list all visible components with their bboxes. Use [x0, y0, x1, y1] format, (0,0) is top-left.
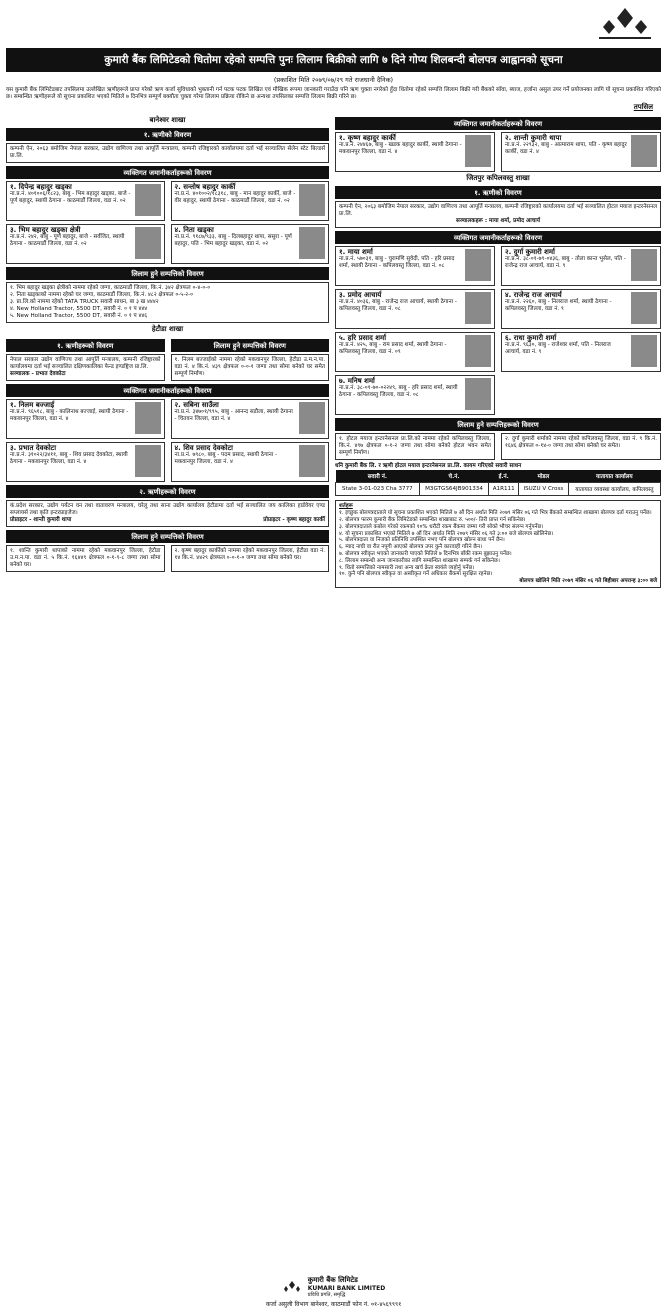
borrower-desc: नेपाल सरकार उद्योग वाणिज्य तथा आपूर्ति मन्त्रालय, कम्पनी रजिष्ट्रारको कार्यालयमा दर्ता भई सञ्चालित दक्षिणकालिका फेन्ड इण्डष्ट्रिज प्रा.लि.	[10, 357, 161, 371]
vehicle-caption: धनि कुमारी बैंक लि. र ऋणी होटल मयाज इन्टरनेसनल प्रा.लि. कायम गरिएको सवारी साधन	[335, 463, 522, 470]
borrower-text: कम्पनी ऐन, २०६३ बमोजिम नेपाल सरकार, उद्योग वाणिज्य तथा आपूर्ति मन्त्रालय, कम्पनी रजिष्ट्रारको कार्यालयमा दर्ता भई सञ्चालित सेलेन स्टेट बिल्डर्स प्रा.लि.	[6, 143, 329, 163]
photo	[135, 184, 161, 216]
auction-heading: लिलाम हुने सम्पत्तिहरूको विवरण	[335, 418, 661, 431]
guarantor-name: २. शान्ती कुमारी थापा	[505, 134, 562, 143]
list-item: ३. प्रा.लि.को नाममा रहेको TATA TRUCK सवारी साधन, बा ३ ख ४४४२	[10, 299, 159, 306]
branch-heading: बानेश्वर शाखा	[149, 116, 186, 125]
guarantor-card	[501, 246, 661, 286]
photo	[465, 249, 491, 281]
guarantor-card	[335, 289, 495, 329]
terms-footer: बोलपत्र खोलिने मिति २०७९ मंसिर ०६ गते बिहीबार अपरान्ह ३:०० बजे	[519, 578, 657, 585]
guarantor-list	[6, 181, 329, 264]
borrower-text	[6, 354, 165, 381]
tagline: प्रविधि प्रगति, समृद्धि	[307, 1292, 346, 1298]
guarantor-card	[6, 224, 165, 264]
guarantor-card	[501, 132, 661, 172]
guarantor-detail: ना.प्र.नं. ३४७०१/९९५, बाबु - आनन्द सडौला, स्थायी ठेगाना - चितवन जिल्ला, वडा नं. ४	[174, 409, 293, 423]
guarantor-detail: ना.प्र.नं. २२६०, बाबु - निलराज शर्मा, स्थायी ठेगाना - कपिलवस्तु जिल्ला, वडा नं. ९	[505, 299, 612, 313]
guarantor-card	[501, 289, 661, 329]
list-item: १. भिम बहादुर खड्का क्षेत्रीको नाममा रहेको जग्गा, काठमाडौं जिल्ला, कि.नं. ३४२ क्षेत्रफल ०-४-०-०	[10, 285, 211, 292]
guarantor-detail: ना.प्र.नं. २४२, बाबु - पूर्ण बहादुर, बाजे - सर्वजित, स्थायी ठेगाना - काठमाडौं जिल्ला, वडा नं. ०२	[10, 234, 125, 248]
list-item: ८. लिलाम सम्बन्धी अन्य जानकारीका लागि सम्बन्धित शाखामा सम्पर्क गर्न सकिनेछ।	[339, 557, 500, 564]
photo	[135, 445, 161, 477]
guarantor-detail: ना.प्र.नं. ४०३६, बाबु - राजेन्द्र राज आचार्य, स्थायी ठेगाना - कपिलवस्तु जिल्ला, वडा नं. ०८	[339, 299, 457, 313]
list-item: २. दुर्गा कुमारी शर्माको नाममा रहेको कपिलवस्तु जिल्ला, वडा नं. ९ कि.नं. १६४६ क्षेत्रफल ०-१४-० जग्गा तथा सोमा बनेको घर समेत।	[501, 433, 661, 460]
photo	[631, 335, 657, 367]
guarantor-detail: ना.प्र.नं. ४०१००६/१८२३, बाबु - भिम बहादुर खड्का, बाजे - पूर्ण बहादुर, स्थायी ठेगाना - काठमाडौं जिल्ला, वडा नं. ०२	[10, 191, 131, 205]
guarantor-card	[501, 332, 661, 372]
guarantor-heading: व्यक्तिगत जमानीकर्ताहरूको विवरण	[335, 117, 661, 130]
terms-box	[335, 500, 661, 588]
auction-heading: लिलाम हुने सम्पत्तिको विवरण	[6, 267, 329, 280]
guarantor-card	[6, 181, 165, 221]
guarantor-name: ६. राधा कुमारी शर्मा	[505, 334, 557, 343]
photo	[135, 227, 161, 259]
table-cell: यातायात व्यवस्था कार्यालय, कपिलवस्तु	[568, 483, 660, 496]
list-item: २. बोलपत्र फारम कुमारी बैंक लिमिटेडको सम्बन्धित शाखाबाट रु. ५००/- तिरी प्राप्त गर्न सकिनेछ।	[339, 517, 526, 523]
guarantor-card	[171, 399, 330, 439]
table-cell: A1R111	[489, 483, 519, 496]
publish-date: (प्रकाशित मिति २०७९/०७/२९ गते राजधानी दैनिक)	[273, 76, 394, 84]
guarantor-detail: ना.प्र.नं. ४०१००२/१८३१८, बाबु - मान बहादुर कार्की, बाजे - वीर बहादुर, स्थायी ठेगाना - काठमाडौं जिल्ला, वडा नं. ०२	[174, 191, 296, 205]
guarantor-name: १. दिपेन्द्र बहादुर खड्का	[10, 183, 72, 192]
guarantor-name: ४. शिव प्रसाद देवकोटा	[174, 444, 233, 453]
guarantor-name: ४. निता खड्का	[174, 226, 214, 235]
auction-list	[6, 282, 329, 323]
header	[6, 4, 661, 46]
table-cell: State 3-01-023 Cha 3777	[336, 483, 420, 496]
guarantor-card	[335, 132, 495, 172]
guarantor-card	[335, 332, 495, 372]
list-item: १. इच्छुक बोलपत्रदाताले यो सूचना प्रकाशित भएको मितिले ७ औं दिन अर्थात मिति २०७९ मंसिर ०६ गते भित्र बैंकको सम्बन्धित शाखामा बोलपत्र दर्ता गराउनु पर्नेछ।	[339, 510, 652, 517]
column-header: ई.नं.	[489, 470, 519, 483]
guarantor-heading: व्यक्तिगत जमानीकर्ताहरूको विवरण	[6, 166, 329, 179]
guarantor-card	[6, 442, 165, 482]
bank-logo-icon	[593, 6, 657, 42]
auction-heading: लिलाम हुने सम्पत्तिको विवरण	[6, 530, 329, 543]
guarantor-detail: ना.प्र.नं. ९१८७/९३३, बाबु - दिलबहादुर थापा, ससुरा - पूर्ण बहादुर, पति - भिम बहादुर खड्का, वडा नं. ०२	[174, 234, 292, 248]
list-item: ३. बोलपत्रदाताले कबोल गरेको रकमको १०% धरौटी रकम बैंकमा जम्मा गरी सोको भौचर संलग्न गर्नुपर्नेछ।	[339, 523, 544, 530]
guarantor-list	[6, 399, 329, 482]
hetauda-block	[6, 336, 329, 381]
list-item: ५. बोलपत्रदाता वा निजको प्रतिनिधि उपस्थित नभए पनि बोलपत्र खोल्न बाधा पर्ने छैन।	[339, 537, 505, 544]
guarantor-name: २. सन्तोष बहादुर कार्की	[174, 183, 236, 192]
list-item: २. निता खड्काको नाममा रहेको घर जग्गा, काठमाडौं जिल्ला, कि.नं. ४८२ क्षेत्रफल ०-५-२-०	[10, 292, 194, 299]
guarantor-heading: व्यक्तिगत जमानीकर्ताहरूको विवरण	[335, 231, 661, 244]
guarantor-detail: ना.प्र.नं. २२९३२, बाबु - आत्माराम थापा, पति - कृष्ण बहादुर कार्की, वडा नं. ४	[505, 142, 627, 156]
guarantor-name: ७. मनिष शर्मा	[339, 377, 375, 386]
guarantor-detail: ना.प्र.नं. २४४६७, बाबु - खडक बहादुर कार्की, स्थायी ठेगाना - मकवानपुर जिल्ला, वडा नं. ४	[339, 142, 462, 156]
branch-heading: जितपुर कपिलवस्तु शाखा	[466, 174, 530, 183]
proprietor: प्रोप्राइटर - कृष्ण बहादुर कार्की	[263, 517, 325, 524]
guarantor-card	[335, 375, 495, 415]
table-header-row	[336, 470, 661, 483]
guarantor-list	[335, 132, 661, 172]
guarantor-card	[335, 246, 495, 286]
guarantor-heading: व्यक्तिगत जमानीकर्ताहरूको विवरण	[6, 384, 329, 397]
guarantor-card	[6, 399, 165, 439]
borrower-text	[6, 500, 329, 527]
borrower-text	[335, 201, 661, 228]
guarantor-name: १. निलम बज्जाई	[10, 401, 55, 410]
photo	[631, 292, 657, 324]
table-row	[336, 483, 661, 496]
notice-title: कुमारी बैंक लिमिटेडको धितोमा रहेको सम्पत्ति पुनः लिलाम बिक्रीको लागि ७ दिने गोप्य शिलबन्दी बोलपत्र आह्वानको सूचना	[6, 48, 661, 72]
photo	[465, 335, 491, 367]
footer-address: कर्जा असुली विभाग बानेश्वर, काठमाडौं फोन नं. ०१-४५६९९९१	[265, 1301, 402, 1308]
column-header: यातायात कार्यालय	[568, 470, 660, 483]
list-item: ५. New Holland Tractor, 5500 DT, सवारी नं. ० १ प ४४६	[10, 313, 148, 320]
auction-list	[335, 433, 661, 460]
guarantor-detail: ना.प्र.नं. ३८-०१-७०-०२२४९, बाबु - हरि प्रसाद शर्मा, स्थायी ठेगाना - कपिलवस्तु जिल्ला, वडा नं. ०८	[339, 385, 458, 399]
photo	[631, 135, 657, 167]
footer	[0, 1276, 667, 1308]
borrower-desc: कं.प्रदेश सरकार, उद्योग पर्यटन वन तथा वातावरण मन्त्रालय, घरेलु तथा साना उद्योग कार्यालय हेटौडामा दर्ता भई सञ्चालित जय कालिका हार्डवेयर एण्ड सप्लायर्स तथा कृति इन्टरप्राइजेज।	[10, 503, 325, 517]
guarantor-name: २. सबिना साउँला	[174, 401, 219, 410]
directors: सञ्चालकहरू : माया शर्मा, प्रमोद आचार्य	[455, 218, 540, 225]
bank-logo-icon	[282, 1280, 302, 1294]
branch-heading: हेटौडा शाखा	[151, 325, 184, 334]
proprietor: सञ्चालक - प्रभात देवकोटा	[10, 371, 66, 378]
list-item: ४. New Holland Tractor, 5500 DT, सवारी नं. ० १ प ४४४	[10, 306, 148, 313]
borrower-heading: १. ऋणीहरूको विवरण	[6, 339, 165, 352]
borrower-heading: १. ऋणीको विवरण	[6, 128, 329, 141]
photo	[465, 135, 491, 167]
column-header: मोडल	[519, 470, 569, 483]
photo	[299, 184, 325, 216]
list-item: २. कृष्ण बहादुर कार्कीको नाममा रहेको मकवानपुर जिल्ला, हेटौडा वडा नं. १४ कि.नं. ४४२९ क्षेत्रफल ०-०-१-० जग्गा तथा सोमा बनेको घर।	[171, 545, 330, 572]
left-column	[6, 114, 329, 588]
guarantor-name: ४. राजेन्द्र राज आचार्य	[505, 291, 562, 300]
right-column	[335, 114, 661, 588]
guarantor-name: ३. भिम बहादुर खड्का क्षेत्री	[10, 226, 81, 235]
photo	[465, 378, 491, 410]
proprietor: प्रोप्राइटर - शान्ती कुमारी थापा	[10, 517, 72, 524]
guarantor-name: २. दुर्गा कुमारी शर्मा	[505, 248, 555, 257]
list-item: ९. धितो सम्पत्तिको नामसारी तथा अन्य खर्च क्रेता स्वयंले व्यहोर्नु पर्नेछ।	[339, 564, 475, 571]
table-cell: ISUZU V Cross	[519, 483, 569, 496]
auction-text: १. निलम बज्जाईको नाममा रहेको मकवानपुर जिल्ला, हेटौडा उ.म.न.पा. वडा नं. ४ कि.नं. ४३९ क्षेत्रफल ०-०-१ जग्गा तथा सोमा बनेको घर समेत सम्पूर्ण निर्माण।	[171, 354, 330, 381]
list-item: ६. म्याद नाघी वा रीत नपुगी आएको बोलपत्र उपर कुनै कारवाही गरिने छैन।	[339, 544, 483, 551]
guarantor-detail: ना.प्र.नं. ५७०३१, बाबु - चुरामणि सुवेदी, पति - हरि प्रसाद शर्मा, स्थायी ठेगाना - कपिलवस्तु जिल्ला, वडा नं. ०८	[339, 256, 455, 270]
auction-list	[6, 545, 329, 572]
guarantor-name: ५. हरि प्रसाद शर्मा	[339, 334, 387, 343]
guarantor-detail: ना.प्र.नं. ९६५१८, बाबु - कालिनाथ बज्जाई, स्थायी ठेगाना - मकवानपुर जिल्ला, वडा नं. ४	[10, 409, 129, 423]
photo	[631, 249, 657, 281]
table-cell: M3GTGS64JB901334	[419, 483, 489, 496]
content-columns	[6, 114, 661, 588]
guarantor-detail: ना.प्र.नं. ३८-०१-७९-०४३६, बाबु - तोला कान्त भुसेल, पति - राजेन्द्र राज आचार्य, वडा नं. ९	[505, 256, 626, 270]
guarantor-detail: ना.प्र.नं. ३१०२२/३४११, बाबु - शिव प्रसाद देवकोटा, स्थायी ठेगाना - मकवानपुर जिल्ला, वडा नं. ४	[10, 452, 128, 466]
guarantor-list	[335, 246, 661, 415]
guarantor-name: ३. प्रभात देवकोटा	[10, 444, 57, 453]
column-header: सवारी नं.	[336, 470, 420, 483]
list-item: १०. कुनै पनि बोलपत्र स्वीकृत वा अस्वीकृत गर्ने अधिकार बैंकमा सुरक्षित रहनेछ।	[339, 571, 493, 578]
photo	[299, 402, 325, 434]
vehicle-table	[335, 470, 661, 496]
photo	[299, 227, 325, 259]
list-item: १. शान्ति कुमारी थापाको नाममा रहेको मकवानपुर जिल्ला, हेटौडा उ.म.न.पा. वडा नं. ५ कि.नं. १६४४९ क्षेत्रफल ०-१-९-८ जग्गा तथा सोमा बनेको घर।	[6, 545, 165, 572]
list-item: १. होटल मयाज इन्टरनेसनल प्रा.लि.को नाममा रहेको कपिलवस्तु जिल्ला, कि.नं. ४९७ क्षेत्रफल ०-१-२ जग्गा तथा सोमा बनेको होटल भवन समेत सम्पूर्ण निर्माण।	[335, 433, 495, 460]
borrower-desc: कम्पनी ऐन, २०६३ बमोजिम नेपाल सरकार, उद्योग वाणिज्य तथा आपूर्ति मन्त्रालय, कम्पनी रजिष्ट्रारको कार्यालयमा दर्ता भई सञ्चालित होटल मयाज इन्टरनेसनल प्रा.लि.	[339, 204, 657, 218]
guarantor-name: १. कृष्ण बहादुर कार्की	[339, 134, 396, 143]
intro-paragraph: यस कुमारी बैंक लिमिटेडबाट तपसिलमा उल्लेखित ऋणीहरूले प्राप्त गरेको ऋण कर्जा सुविधाको भुक्तानी गर्न पटक पटक लिखित एवं मौखिक रूपमा जानकारी गराउँदा पनि ऋण चुक्ता नगरेको हुँदा धितोमा रहेको सम्पत्ति लिलाम बिक्री गरी बैंकको साँवा, ब्याज, हर्जाना असुल उपर गर्ने प्रयोजनका लागि यो सूचना प्रकाशित गरिएको छ। सम्बन्धित ऋणीहरूले यो सूचना प्रकाशित भएको मितिले ७ दिनभित्र सम्पूर्ण बक्यौता चुक्ता गरेमा लिलाम प्रक्रिया रोकिने छ अन्यथा तपसिलका सम्पत्ति लिलाम बिक्री गरिने छ।	[6, 87, 661, 101]
guarantor-card	[171, 442, 330, 482]
guarantor-name: ३. प्रमोद आचार्य	[339, 291, 382, 300]
list-item: ४. यो सूचना प्रकाशित भएको मितिले ७ औं दिन अर्थात मिति २०७९ मंसिर ०६ गते ३:०० बजे बोलपत्र खोलिनेछ।	[339, 530, 554, 537]
guarantor-detail: ना.प्र.नं. ९६३०, बाबु - राजेश्वर शर्मा, पति - निलराज आचार्य, वडा नं. ९	[505, 342, 611, 356]
auction-heading: लिलाम हुने सम्पत्तिको विवरण	[171, 339, 330, 352]
schedule-label: तपसिल	[633, 103, 653, 112]
column-header: चे.नं.	[419, 470, 489, 483]
guarantor-detail: ना.प्र.नं. ७९८०, बाबु - पदम प्रसाद, स्थायी ठेगाना - मकवानपुर जिल्ला, वडा नं. ४	[174, 452, 278, 466]
photo	[299, 445, 325, 477]
guarantor-detail: ना.प्र.नं. ४२५, बाबु - राम प्रसाद शर्मा, स्थायी ठेगाना - कपिलवस्तु जिल्ला, वडा नं. ०९	[339, 342, 447, 356]
bank-name-en: KUMARI BANK LIMITED	[307, 1285, 386, 1292]
guarantor-name: १. माया शर्मा	[339, 248, 373, 257]
guarantor-card	[171, 224, 330, 264]
bank-name: कुमारी बैंक लिमिटेड	[307, 1276, 358, 1284]
guarantor-card	[171, 181, 330, 221]
borrower-heading: १. ऋणीको विवरण	[335, 186, 661, 199]
photo	[465, 292, 491, 324]
list-item: ७. बोलपत्र स्वीकृत भएको जानकारी पाएको मितिले ७ दिनभित्र बाँकी रकम बुझाउनु पर्नेछ।	[339, 550, 512, 557]
terms-heading: शर्तहरू	[339, 503, 353, 510]
photo	[135, 402, 161, 434]
borrower-heading: २. ऋणीहरूको विवरण	[6, 485, 329, 498]
